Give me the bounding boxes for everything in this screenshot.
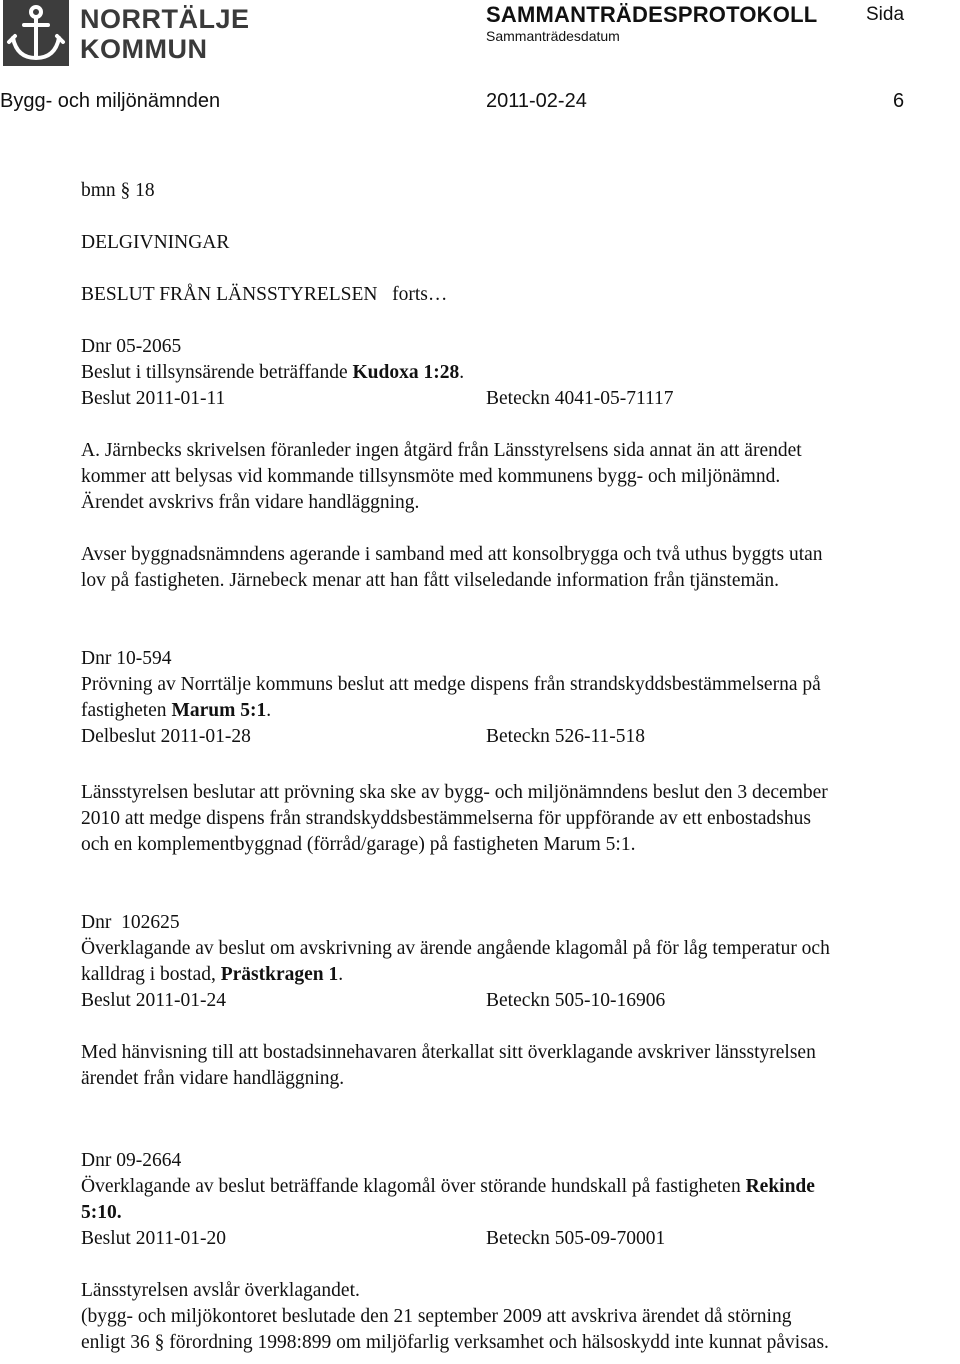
- case-3-reference: Beteckn 505-10-16906: [486, 990, 666, 1011]
- case-3-dnr: Dnr 102625: [81, 912, 180, 933]
- logo-line-1: NORRTÄLJE: [80, 4, 250, 34]
- anchor-logo-icon: [3, 0, 69, 66]
- page-label: Sida: [866, 4, 905, 25]
- board-name: Bygg- och miljönämnden: [0, 90, 221, 112]
- case-3-subject-cont: kalldrag i bostad, Prästkragen 1.: [81, 964, 344, 985]
- case-2-subject: Prövning av Norrtälje kommuns beslut att medge dispens från strandskyddsbestämmelserna på: [81, 674, 821, 695]
- case-1-text-line: Avser byggnadsnämndens agerande i samband med att konsolbrygga och två uthus byggts utan: [81, 544, 823, 565]
- case-4-text-line: (bygg- och miljökontoret beslutade den 21 september 2009 att avskriva ärendet då störning: [81, 1306, 792, 1327]
- case-2-property: Marum 5:1: [171, 700, 267, 721]
- case-1-text-line: Ärendet avskrivs från vidare handläggning.: [81, 492, 420, 513]
- case-4-dnr: Dnr 09-2664: [81, 1150, 182, 1171]
- case-4-text-line: enligt 36 § förordning 1998:899 om miljöfarlig verksamhet och hälsoskydd inte kunnat påvisas.: [81, 1332, 829, 1353]
- case-1-subject: Beslut i tillsynsärende beträffande Kudoxa 1:28.: [81, 362, 465, 383]
- case-1-text-line: A. Järnbecks skrivelsen föranleder ingen åtgärd från Länsstyrelsens sida annat än att ärendet: [81, 440, 802, 461]
- meeting-date: 2011-02-24: [486, 90, 587, 112]
- date-label: Sammanträdesdatum: [486, 28, 620, 44]
- paragraph-number: bmn § 18: [81, 180, 155, 201]
- section-heading: DELGIVNINGAR: [81, 232, 230, 253]
- page-number: 6: [893, 90, 905, 112]
- case-3-text-line: ärendet från vidare handläggning.: [81, 1068, 345, 1089]
- case-4-text-line: Länsstyrelsen avslår överklagandet.: [81, 1280, 360, 1301]
- case-2-reference: Beteckn 526-11-518: [486, 726, 646, 747]
- case-1-property: Kudoxa 1:28: [352, 362, 460, 383]
- case-4-property: Rekinde: [745, 1176, 815, 1197]
- municipality-logo-text: [80, 4, 250, 64]
- case-4-reference: Beteckn 505-09-70001: [486, 1228, 666, 1249]
- case-3-text-line: Med hänvisning till att bostadsinnehavaren återkallat sitt överklagande avskriver länsstyrelsen: [81, 1042, 816, 1063]
- case-4-decision: Beslut 2011-01-20: [81, 1228, 226, 1249]
- case-2-text-line: 2010 att medge dispens från strandskyddsbestämmelserna för uppförande av ett enbostadshus: [81, 808, 811, 829]
- case-3-subject: Överklagande av beslut om avskrivning av ärende angående klagomål på för låg temperatur och: [81, 938, 830, 959]
- case-1-decision: Beslut 2011-01-11: [81, 388, 226, 409]
- case-1-dnr: Dnr 05-2065: [81, 336, 182, 357]
- logo-line-2: KOMMUN: [80, 34, 208, 64]
- case-3-decision: Beslut 2011-01-24: [81, 990, 226, 1011]
- case-2-subject-cont: fastigheten Marum 5:1.: [81, 700, 272, 721]
- document-title: SAMMANTRÄDESPROTOKOLL: [486, 2, 818, 27]
- case-2-text-line: och en komplementbyggnad (förråd/garage) på fastigheten Marum 5:1.: [81, 834, 636, 855]
- case-1-reference: Beteckn 4041-05-71117: [486, 388, 674, 409]
- case-2-text-line: Länsstyrelsen beslutar att prövning ska ske av bygg- och miljönämndens beslut den 3 december: [81, 782, 828, 803]
- case-2-dnr: Dnr 10-594: [81, 648, 172, 669]
- case-1-text-line: lov på fastigheten. Järnebeck menar att han fått vilseledande information från tjänstemän.: [81, 570, 779, 591]
- case-4-property-cont: 5:10.: [81, 1202, 122, 1223]
- subsection-heading: BESLUT FRÅN LÄNSSTYRELSEN forts…: [81, 284, 448, 305]
- case-1-text-line: kommer att belysas vid kommande tillsynsmöte med kommunens bygg- och miljönämnd.: [81, 466, 781, 487]
- case-4-subject: Överklagande av beslut beträffande klagomål över störande hundskall på fastigheten Rekinde: [81, 1176, 815, 1197]
- case-2-decision: Delbeslut 2011-01-28: [81, 726, 251, 747]
- case-3-property: Prästkragen 1: [220, 964, 339, 985]
